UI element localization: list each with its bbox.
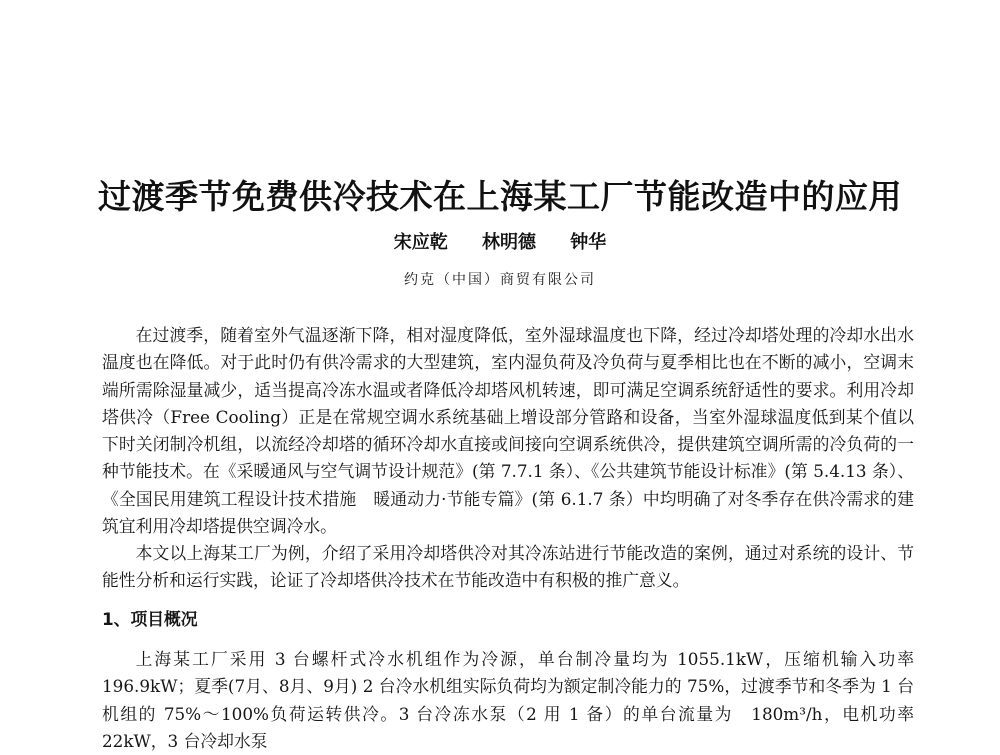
author-name: 林明德	[482, 232, 536, 253]
author-list	[0, 228, 1000, 258]
author-affiliation: 约克（中国）商贸有限公司	[404, 272, 596, 288]
section-paragraph: 上海某工厂采用 3 台螺杆式冷水机组作为冷源，单台制冷量均为 1055.1kW，压缩机输入功率 196.9kW；夏季(7月、8月、9月) 2 台冷水机组实际负荷均为额定制冷能力的 75%，过渡季节和冬季为 1 台机组的 75%～100%负荷运转供冷。3 台冷冻水泵（2 用 1 备）的单台流量为 180m³/h，电机功率 22kW，3 台冷却水泵	[102, 649, 931, 751]
section-heading: 1、项目概况	[102, 609, 198, 629]
author-name: 钟华	[570, 232, 607, 253]
author-name: 宋应乾	[393, 232, 448, 253]
intro-paragraph-purpose: 本文以上海某工厂为例，介绍了采用冷却塔供冷对其冷冻站进行节能改造的案例，通过对系统的设计、节能性分析和运行实践，论证了冷却塔供冷技术在节能改造中有积极的推广意义。	[102, 543, 914, 591]
paper-title: 过渡季节免费供冷技术在上海某工厂节能改造中的应用	[98, 177, 902, 216]
intro-paragraph: 在过渡季，随着室外气温逐渐下降，相对湿度降低，室外湿球温度也下降，经过冷却塔处理的冷却水出水温度也在降低。对于此时仍有供冷需求的大型建筑，室内湿负荷及冷负荷与夏季相比也在不断的减小，空调末端所需除湿量减少，适当提高冷冻水温或者降低冷却塔风机转速，即可满足空调系统舒适性的要求。利用冷却塔供冷（Free Cooling）正是在常规空调水系统基础上增设部分管路和设备，当室外湿球温度低到某个值以下时关闭制冷机组，以流经冷却塔的循环冷却水直接或间接向空调系统供冷，提供建筑空调所需的冷负荷的一种节能技术。在《采暖通风与空气调节设计规范》(第 7.7.1 条）、《公共建筑节能设计标准》(第 5.4.13 条）、《全国民用建筑工程设计技术措施 暖通动力·节能专篇》(第 6.1.7 条）中均明确了对冬季存在供冷需求的建筑宜利用冷却塔提供空调冷水。	[102, 325, 914, 537]
